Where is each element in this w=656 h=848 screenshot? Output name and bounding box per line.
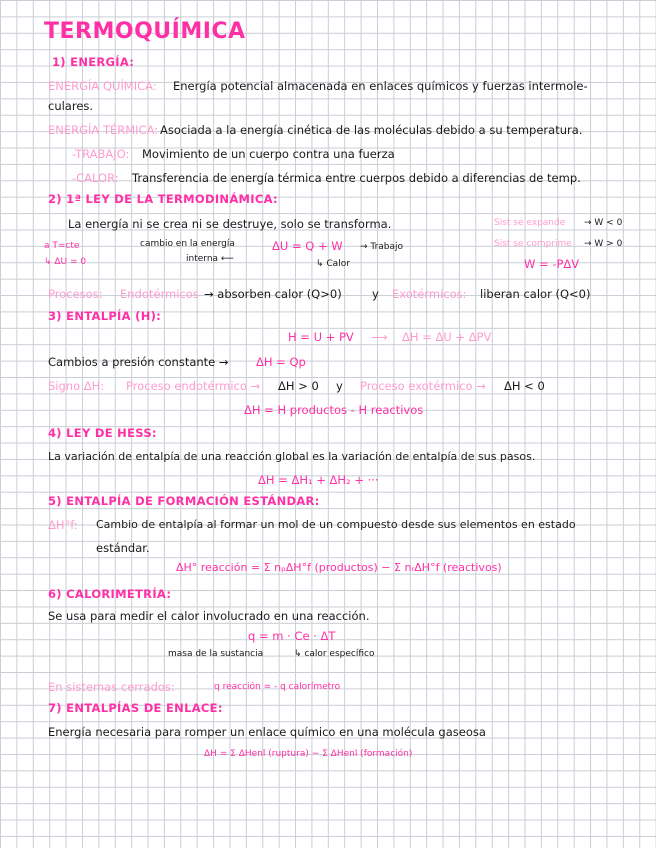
energia-termica-text: Asociada a la energía cinética de las moléculas debido a su temperatura. — [160, 123, 583, 137]
section-7-heading: 7) ENTALPÍAS DE ENLACE: — [48, 701, 223, 715]
t-cte-note: a T=cte — [44, 241, 80, 251]
y-connector: y — [372, 287, 379, 301]
sist-expande-label: Sist se expande — [494, 218, 566, 228]
section-2-heading: 2) 1ª LEY DE LA TERMODINÁMICA: — [48, 192, 278, 206]
sist-comprime-value: → W > 0 — [584, 239, 623, 249]
calorimetria-text: Se usa para medir el calor involucrado en una reacción. — [48, 609, 370, 623]
masa-note: masa de la sustancia — [168, 649, 264, 659]
proceso-exo-value: ΔH < 0 — [504, 379, 545, 393]
enlace-text: Energía necesaria para romper un enlace químico en una molécula gaseosa — [48, 725, 486, 739]
formacion-text-1: Cambio de entalpía al formar un mol de un compuesto desde sus elementos en estado — [96, 518, 576, 531]
endotermicos-label: Endotérmicos — [120, 287, 199, 301]
productos-formula: ΔH = H productos - H reactivos — [244, 403, 424, 417]
interna-label: interna ⟵ — [186, 254, 234, 264]
section-5-heading: 5) ENTALPÍA DE FORMACIÓN ESTÁNDAR: — [48, 494, 320, 508]
exotermicos-text: liberan calor (Q<0) — [480, 287, 591, 301]
h-formula: H = U + PV — [288, 330, 354, 344]
du-formula: ΔU = Q + W — [272, 239, 343, 253]
formacion-text-2: estándar. — [96, 541, 150, 555]
sistemas-cerrados-formula: q reacción = - q calorímetro — [214, 682, 341, 692]
trabajo-label: -TRABAJO: — [72, 147, 130, 161]
enlace-formula: ΔH = Σ ΔHenl (ruptura) − Σ ΔHenl (formación) — [204, 749, 413, 759]
y-connector-2: y — [336, 379, 343, 393]
page-title: TERMOQUÍMICA — [44, 19, 246, 44]
endotermicos-text: → absorben calor (Q>0) — [204, 287, 342, 301]
calor-note: ↳ Calor — [316, 259, 350, 269]
calorimetria-formula: q = m · Ce · ΔT — [248, 629, 336, 643]
signo-label: Signo ΔH: — [48, 379, 105, 393]
cambio-energia-label: cambio en la energía — [140, 239, 235, 249]
energia-quimica-label: ENERGÍA QUÍMICA: — [48, 79, 157, 93]
section-1-heading: 1) ENERGÍA: — [52, 55, 135, 69]
du-zero-note: ↳ ΔU = 0 — [44, 257, 87, 267]
trabajo-text: Movimiento de un cuerpo contra una fuerza — [142, 147, 395, 161]
h-arrow: ⟶ — [371, 330, 388, 344]
energia-quimica-text-1: Energía potencial almacenada en enlaces químicos y fuerzas intermole- — [173, 79, 588, 93]
w-formula: W = -PΔV — [524, 257, 580, 271]
trabajo-note: → Trabajo — [360, 242, 404, 252]
formacion-formula: ΔH° reacción = Σ nₚΔH°f (productos) − Σ nᵣΔH°f (reactivos) — [176, 561, 502, 574]
hess-text: La variación de entalpía de una reacción global es la variación de entalpía de sus pasos. — [48, 450, 536, 463]
proceso-endo-label: Proceso endotérmico → — [126, 379, 261, 393]
presion-formula: ΔH = Qp — [256, 355, 306, 369]
sist-comprime-label: Sist se comprime — [494, 239, 572, 249]
hess-formula: ΔH = ΔH₁ + ΔH₂ + ··· — [258, 473, 379, 487]
sistemas-cerrados-label: En sistemas cerrados: — [48, 680, 175, 694]
energia-quimica-text-2: culares. — [48, 99, 94, 113]
proceso-exo-label: Proceso exotérmico → — [360, 379, 486, 393]
formacion-label: ΔH°f: — [48, 518, 78, 532]
energia-termica-label: ENERGÍA TÉRMICA: — [48, 123, 159, 137]
section-6-heading: 6) CALORIMETRÍA: — [48, 587, 172, 601]
calor-especifico-note: ↳ calor específico — [294, 649, 375, 659]
exotermicos-label: Exotérmicos: — [392, 287, 467, 301]
section-3-heading: 3) ENTALPÍA (H): — [48, 309, 162, 323]
section-4-heading: 4) LEY DE HESS: — [48, 426, 157, 440]
calor-label: -CALOR: — [72, 171, 119, 185]
procesos-label: Procesos: — [48, 287, 103, 301]
presion-text: Cambios a presión constante → — [48, 355, 229, 369]
calor-text: Transferencia de energía térmica entre cuerpos debido a diferencias de temp. — [132, 171, 581, 185]
sist-expande-value: → W < 0 — [584, 218, 623, 228]
first-law-statement: La energía ni se crea ni se destruye, solo se transforma. — [68, 217, 392, 231]
proceso-endo-value: ΔH > 0 — [278, 379, 319, 393]
dh-formula: ΔH = ΔU + ΔPV — [402, 330, 492, 344]
